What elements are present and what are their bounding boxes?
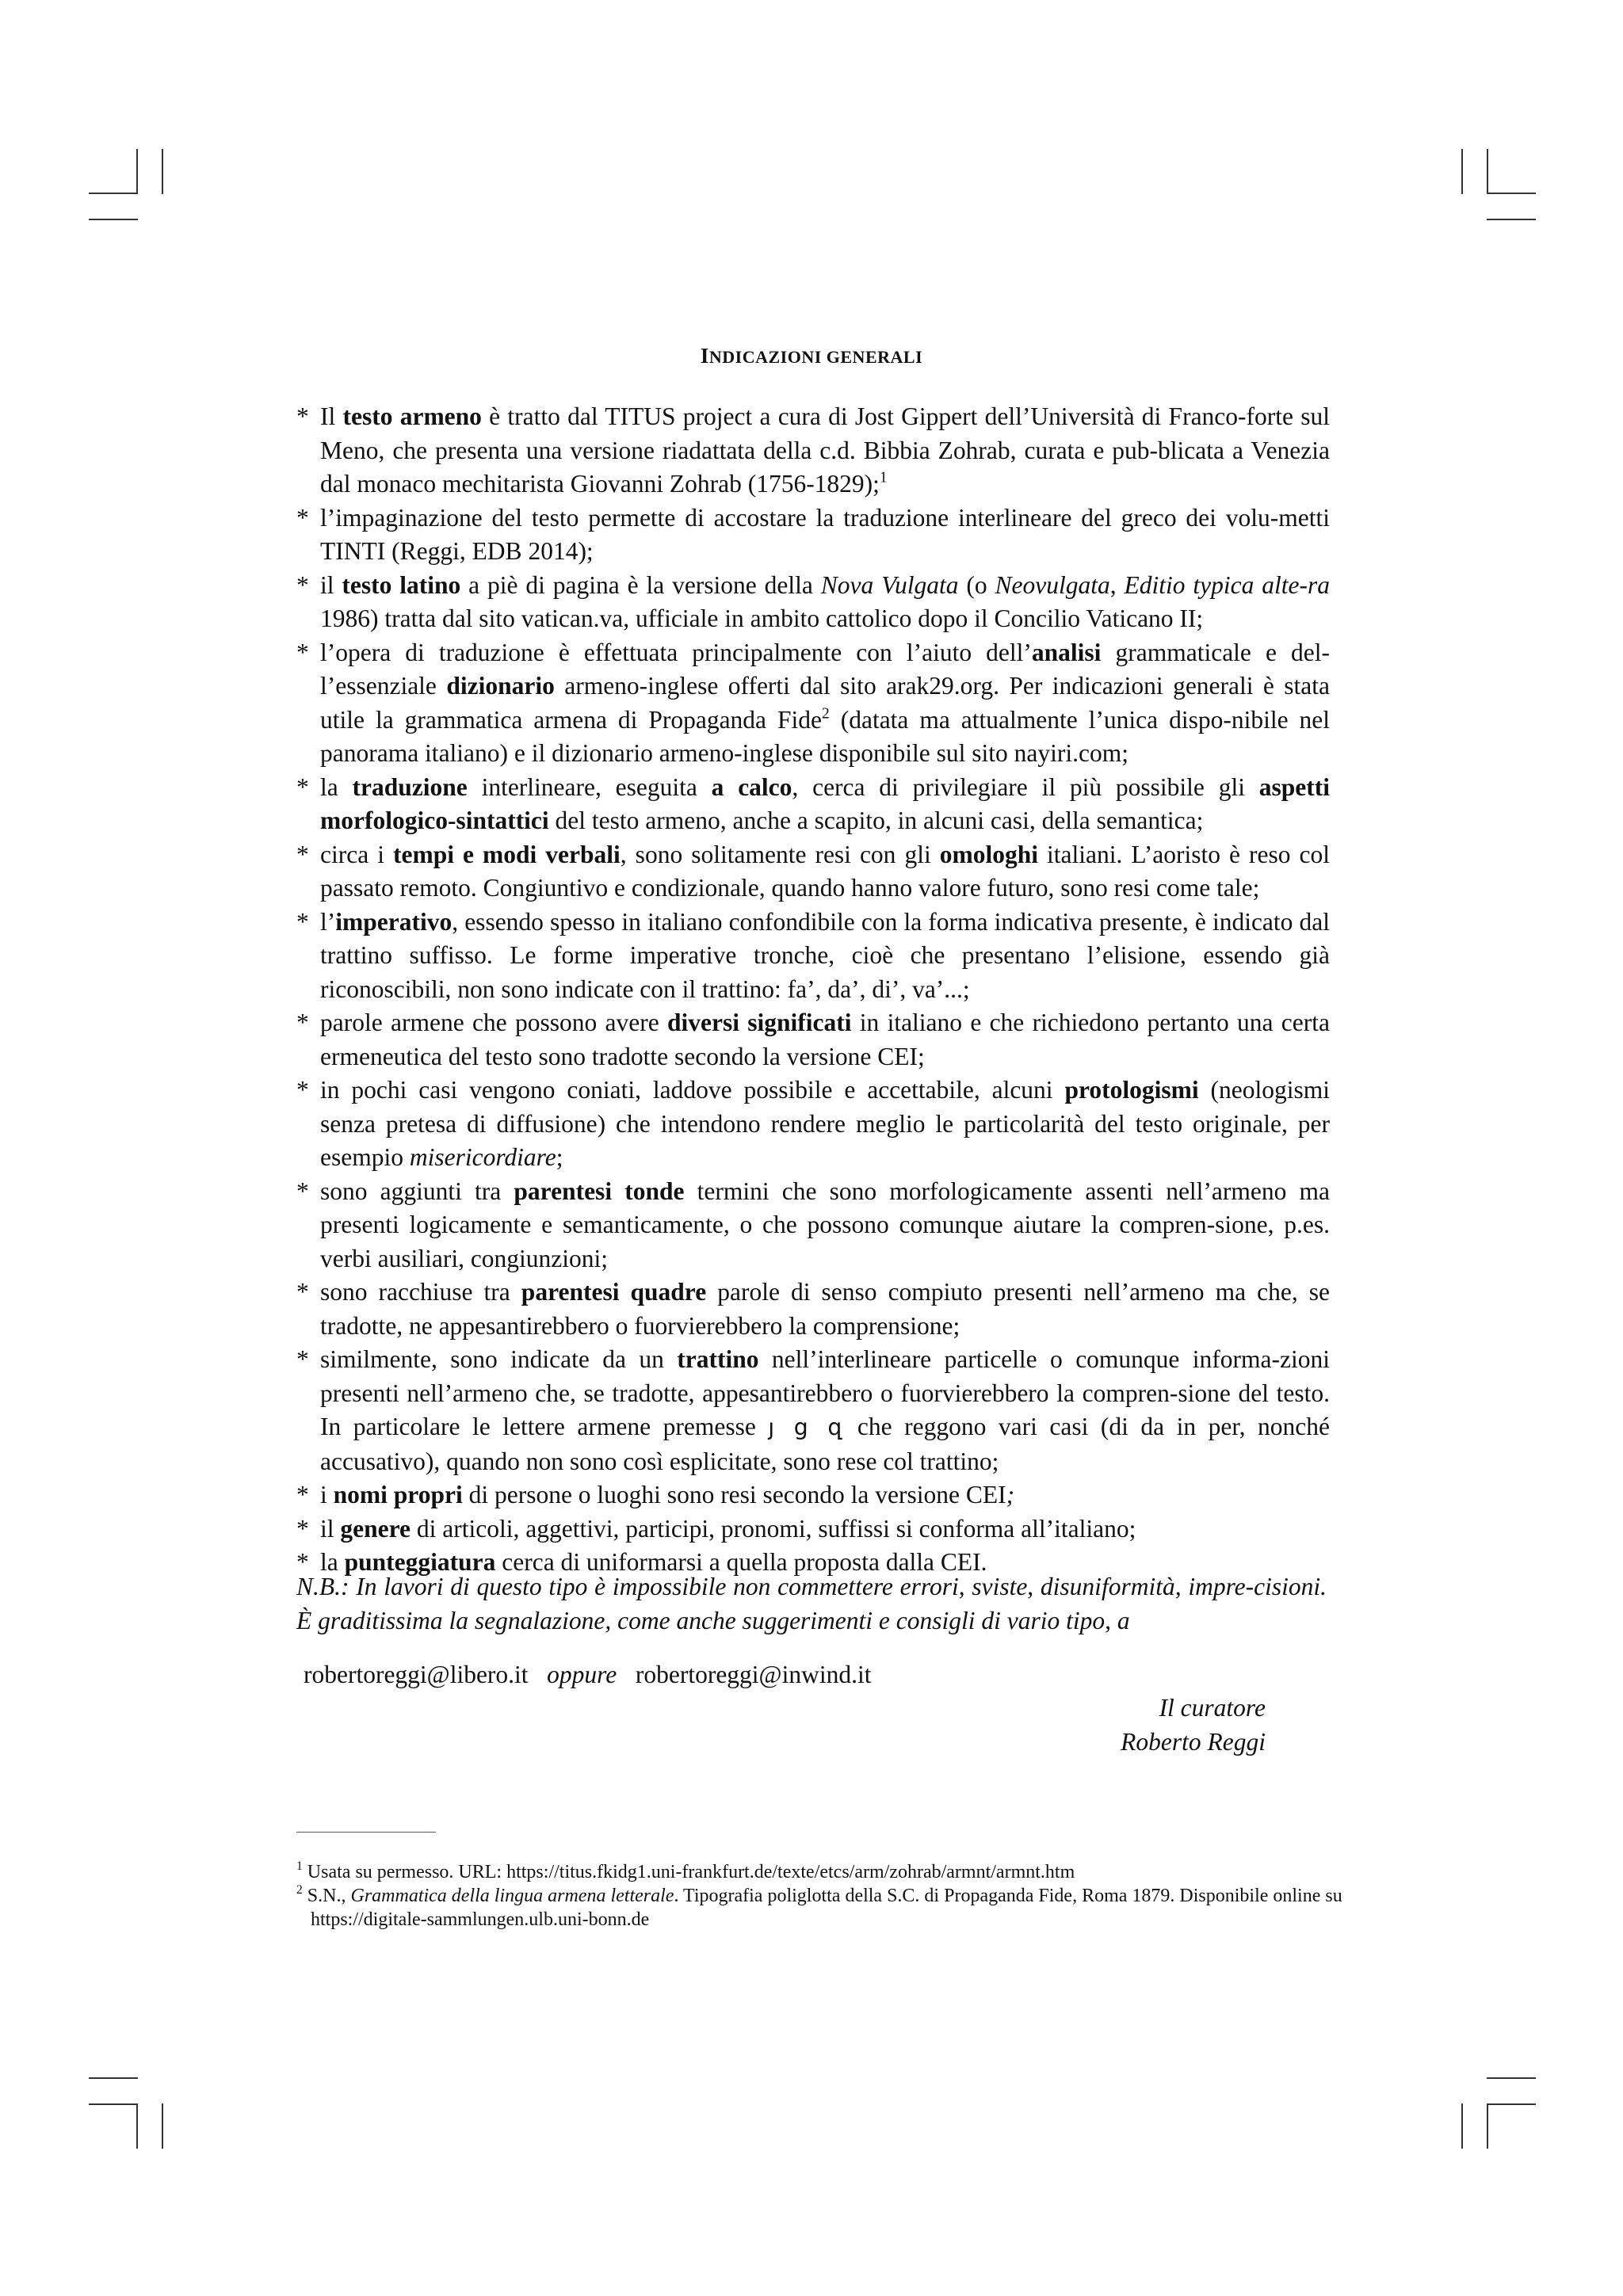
bullet-star: * [296,1548,309,1576]
crop-mark [89,219,138,220]
crop-mark [1461,2103,1463,2149]
armenian-letters: յ ց զ [768,1414,846,1440]
email-link-inwind[interactable]: robertoreggi@inwind.it [635,1661,872,1688]
bullet-star: * [296,1278,309,1306]
list-item: * sono aggiunti tra parentesi tonde termini che sono morfologicamente assenti nell’armeno ma presenti logicamente e semanticamente, o che possono comunque aiutare la compren-sione, p.es. verbi ausiliari, congiunzioni; [296,1175,1330,1276]
footnote-item: $^1$ Usata su permesso. URL: https://titus.fkidg1.uni-frankfurt.de/texte/etcs/arm/zohrab/armnt/armnt.htm [296,1859,1075,1882]
list-item: * circa i tempi e modi verbali, sono solitamente resi con gli omologhi italiani. L’aoristo è reso col passato remoto. Congiuntivo e condizionale, quando hanno valore futuro, sono resi come tale; [296,838,1330,906]
bullet-star: * [296,1009,309,1036]
bullet-star: * [296,1345,309,1373]
list-item: * similmente, sono indicate da un trattino nell’interlineare particelle o comunque informa-zioni presenti nell’armeno che, se tradotte, appesantirebbero o fuorvierebbero la compren-sione del testo. In particolare le lettere armene premesse յ ց զ che reggono vari casi (di da in per, nonché accusativo), quando non sono così esplicitate, sono rese col trattino; [296,1343,1330,1478]
crop-mark [1487,149,1488,194]
bullet-star: * [296,402,309,430]
crop-mark [1487,193,1536,194]
crop-mark [136,2103,138,2149]
crop-mark [136,149,138,194]
footnotes [296,1860,1342,1932]
bullet-star: * [296,840,309,868]
bullet-star: * [296,1481,309,1508]
bullet-star: * [296,570,309,599]
crop-mark [1461,149,1463,194]
page-title-initial: I [700,344,709,368]
bullet-star: * [296,503,309,532]
bullet-star: * [296,772,309,801]
bullet-star: * [296,1076,309,1104]
footnote-number: 1 [296,1859,303,1873]
list-item: * il genere di articoli, aggettivi, participi, pronomi, suffissi si conforma all’italiano; [296,1512,1330,1547]
footnote-ref: 2 [822,704,830,722]
bullet-star: * [296,907,309,936]
bullet-star: * [296,1514,309,1543]
bullet-star: * [296,1177,309,1205]
list-item: * la punteggiatura cerca di uniformarsi a quella proposta dalla CEI. [296,1546,1330,1580]
crop-mark [1487,219,1536,220]
crop-mark [1487,2077,1536,2079]
list-item: * sono racchiuse tra parentesi quadre parole di senso compiuto presenti nell’armeno ma che, se tradotte, ne appesantirebbero o fuorvierebbero la comprensione; [296,1276,1330,1343]
nota-bene: N.B.: In lavori di questo tipo è impossibile non commettere errori, sviste, disuniformità, impre-cisioni. È graditissima la segnalazione, come anche suggerimenti e consigli di vario tipo, a [296,1573,1327,1634]
footnote-divider [296,1832,436,1833]
guidelines-list [296,400,1330,1580]
crop-mark [1487,2103,1488,2149]
list-item: * il testo latino a piè di pagina è la versione della Nova Vulgata (o Neovulgata, Editio typica alte-ra 1986) tratta dal sito vatican.va, ufficiale in ambito cattolico dopo il Concilio Vaticano II; [296,569,1330,636]
crop-mark [162,149,163,194]
footnote-number: 2 [296,1882,303,1897]
crop-mark [89,2103,138,2105]
signature [1121,1691,1266,1759]
list-item: * Il testo armeno è tratto dal TITUS project a cura di Jost Gippert dell’Università di Franco-forte sul Meno, che presenta una versione riadattata della c.d. Bibbia Zohrab, curata e pub-blicata a Venezia dal monaco mechitarista Giovanni Zohrab (1756-1829);$^1$ [296,400,1330,502]
signature-role: Il curatore [1159,1694,1266,1722]
list-item: * i nomi propri di persone o luoghi sono resi secondo la versione CEI; [296,1478,1330,1512]
signature-name: Roberto Reggi [1121,1727,1266,1756]
list-item: * in pochi casi vengono coniati, laddove possibile e accettabile, alcuni protologismi (neologismi senza pretesa di diffusione) che intendono rendere meglio le particolarità del testo originale, per esempio misericordiare; [296,1074,1330,1175]
list-item: * la traduzione interlineare, eseguita a calco, cerca di privilegiare il più possibile gli aspetti morfologico-sintattici del testo armeno, anche a scapito, in alcuni casi, della semantica; [296,771,1330,838]
list-item: * parole armene che possono avere diversi significati in italiano e che richiedono pertanto una certa ermeneutica del testo sono tradotte secondo la versione CEI; [296,1006,1330,1074]
crop-mark [1487,2103,1536,2105]
page-title [0,344,1623,368]
contact-line [304,1658,871,1692]
bullet-star: * [296,638,309,666]
footnote-item: $^2$ S.N., Grammatica della lingua armena letterale. Tipografia poliglotta della S.C. di Propaganda Fide, Roma 1879. Disponibile online su https://digitale-sammlungen.ulb.uni-bonn.de [296,1882,1342,1930]
page-title-rest: NDICAZIONI GENERALI [708,347,923,367]
email-link-libero[interactable]: robertoreggi@libero.it [304,1661,529,1688]
list-item: * l’impaginazione del testo permette di accostare la traduzione interlineare del greco dei volu-metti TINTI (Reggi, EDB 2014); [296,502,1330,569]
crop-mark [162,2103,163,2149]
crop-mark [89,193,138,194]
list-item: * l’imperativo, essendo spesso in italiano confondibile con la forma indicativa presente, è indicato dal trattino suffisso. Le forme imperative tronche, cioè che presentano l’elisione, essendo già riconoscibili, non sono indicate con il trattino: fa’, da’, di’, va’...; [296,906,1330,1007]
oppure-text: oppure [547,1661,617,1688]
list-item: * l’opera di traduzione è effettuata principalmente con l’aiuto dell’analisi grammaticale e del-l’essenziale dizionario armeno-inglese offerti dal sito arak29.org. Per indicazioni generali è stata utile la grammatica armena di Propaganda Fide$^2$ (datata ma attualmente l’unica dispo-nibile nel panorama italiano) e il dizionario armeno-inglese disponibile sul sito nayiri.com; [296,636,1330,771]
footnote-ref: 1 [879,469,888,486]
crop-mark [89,2077,138,2079]
